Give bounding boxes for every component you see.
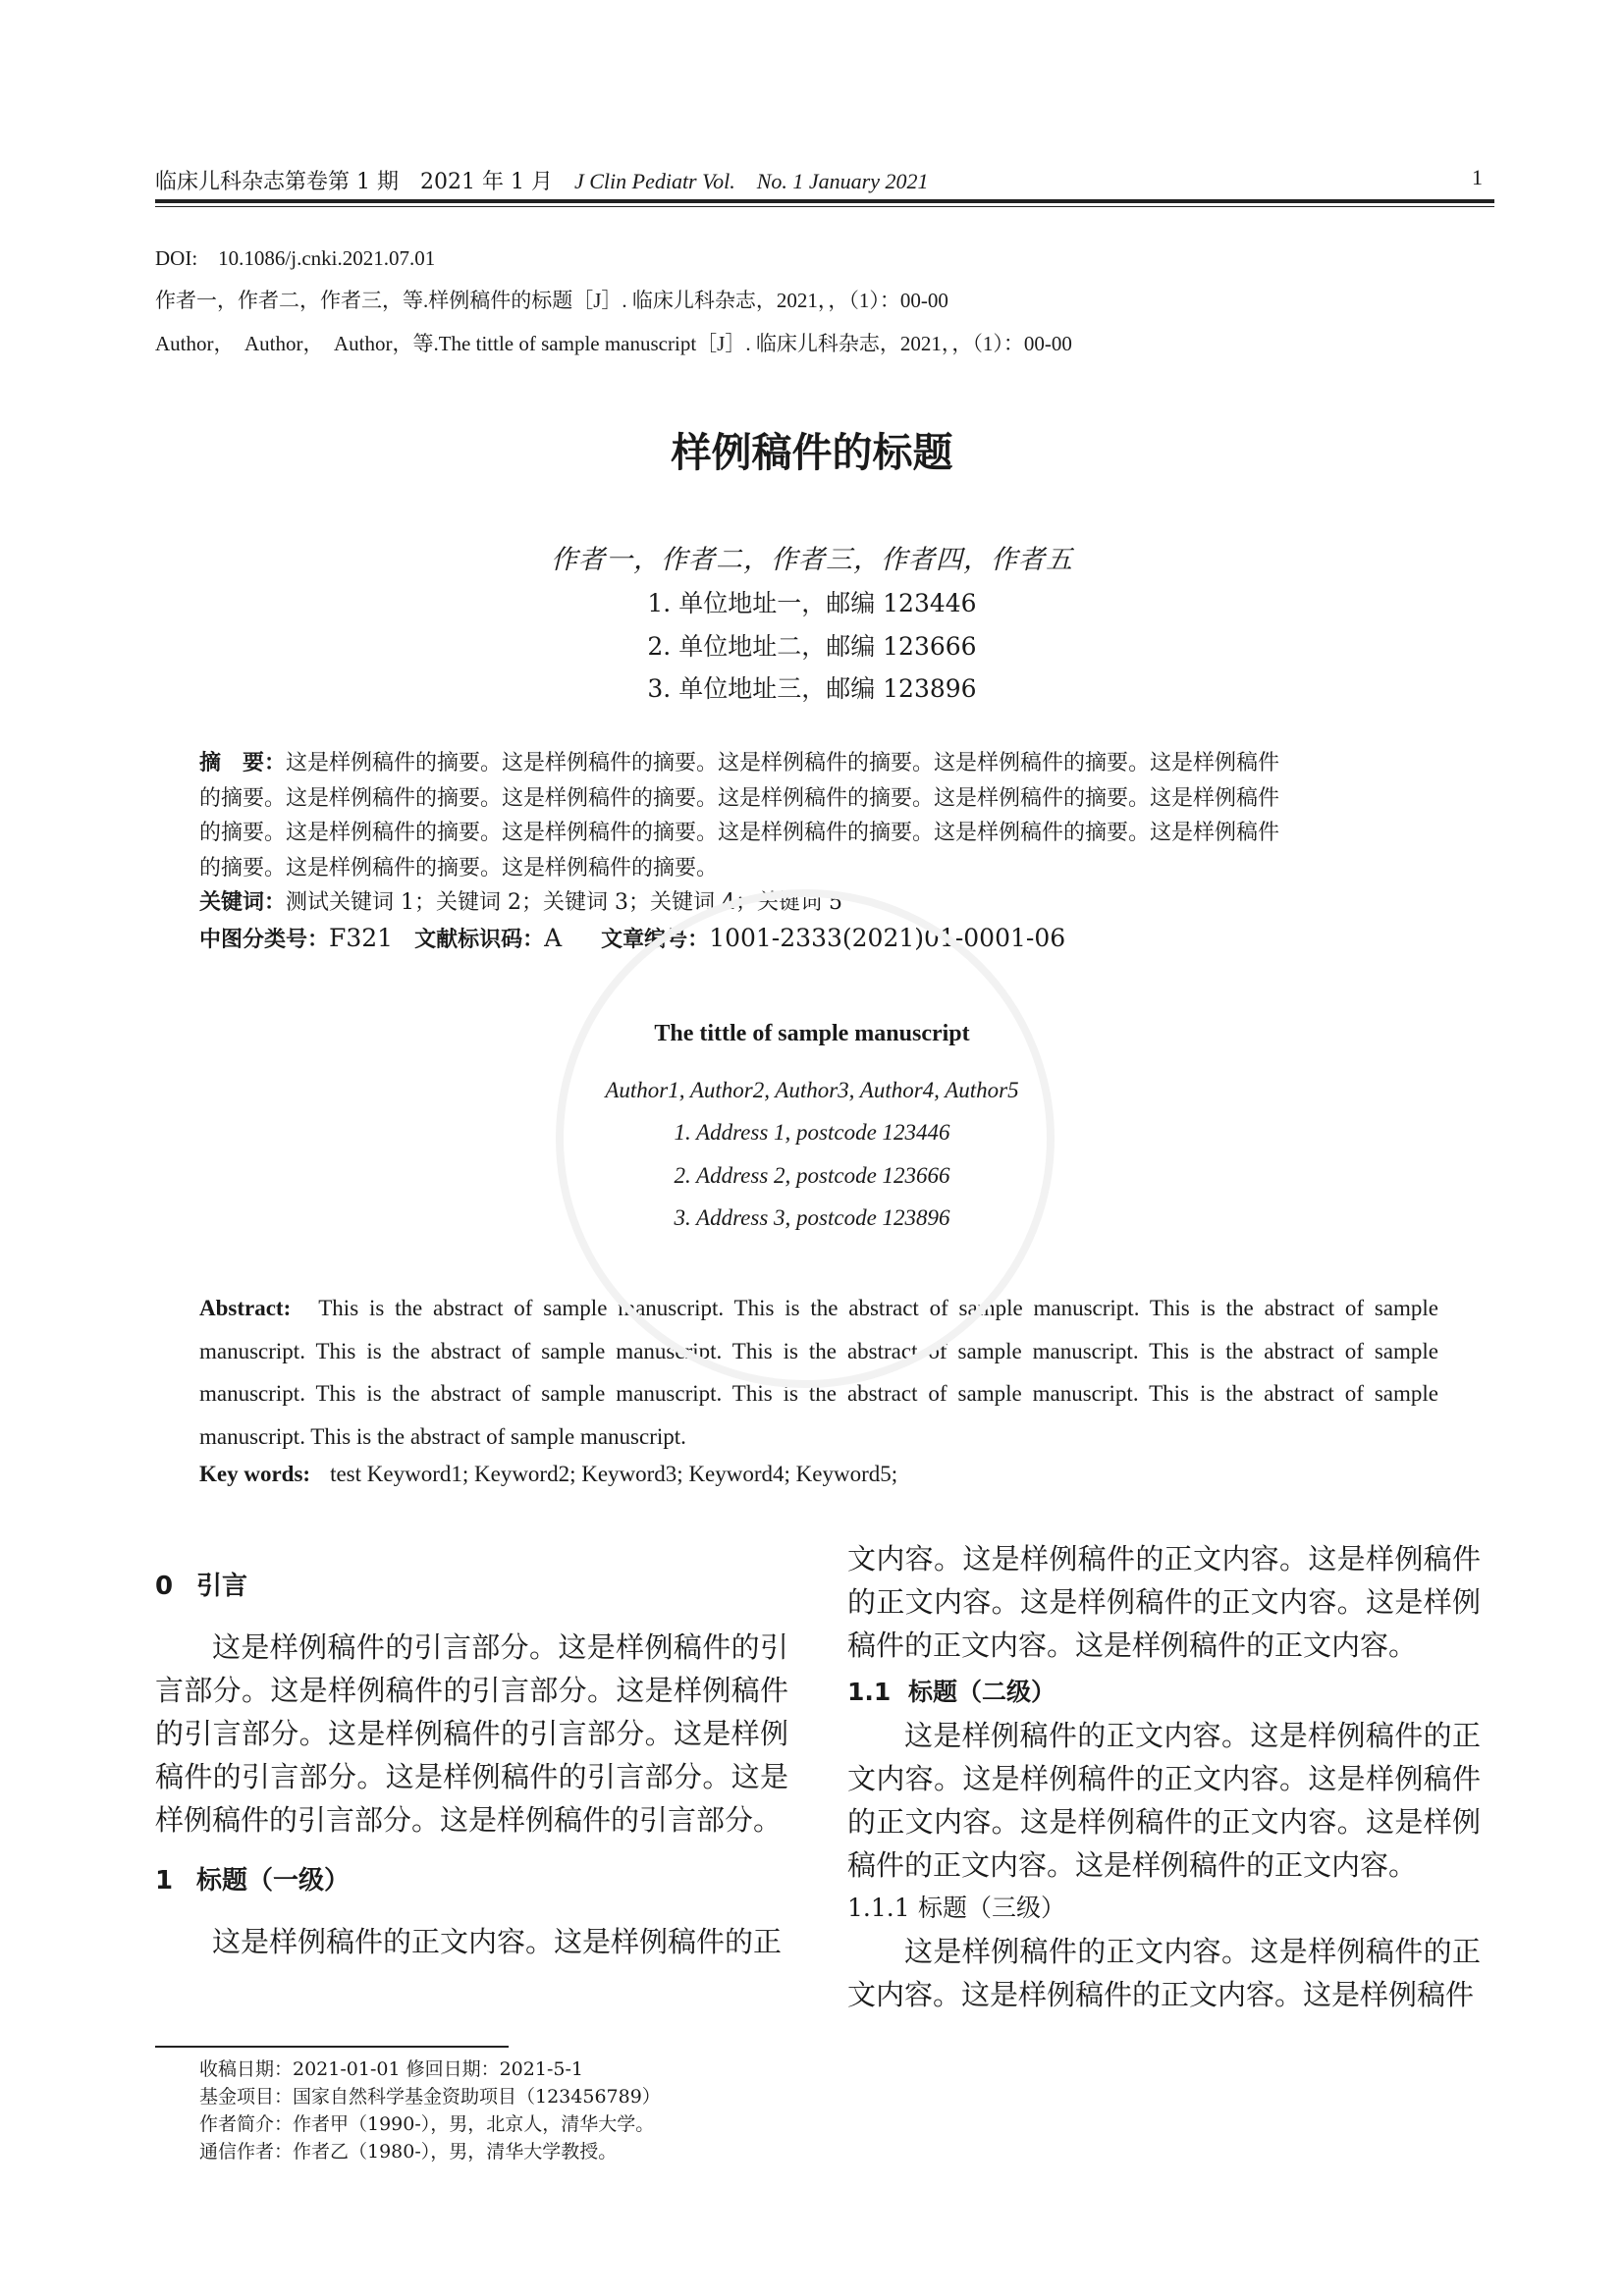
affiliation-en-3: 3. Address 3, postcode 123896: [674, 1205, 950, 1230]
keywords-en-label: Key words:: [199, 1462, 311, 1486]
abstract-en-text: This is the abstract of sample manuscript. This is the abstract of sample manuscript. This is the abstract of sample manuscript. This is the abstract of sample manuscript. This is the abstract of sample manuscript. This is the abstract of sample manuscript. This is the abstract of sample manuscript. This is the abstract of sample manuscript. This is the abstract of sample manuscript. This is the abstract of sample manuscript.: [199, 1296, 1438, 1449]
abstract-cn-line: 的摘要。这是样例稿件的摘要。这是样例稿件的摘要。这是样例稿件的摘要。这是样例稿件的摘要。这是样例稿件: [199, 821, 1280, 845]
section-title: 引言: [196, 1572, 248, 1601]
footnotes: [199, 2056, 661, 2165]
body-left-column: [155, 1565, 788, 1963]
doc-code-value: A: [544, 923, 563, 952]
affiliation-cn-3: 3. 单位地址三，邮编 123896: [647, 674, 977, 703]
section-1-1-paragraph: 这是样例稿件的正文内容。这是样例稿件的正文内容。这是样例稿件的正文内容。这是样例稿件的正文内容。这是样例稿件的正文内容。这是样例稿件的正文内容。这是样例稿件的正文内容。: [847, 1719, 1481, 1882]
clc-value: F321: [329, 923, 394, 952]
footnote-rule: [155, 2046, 509, 2048]
journal-header-en: J Clin Pediatr Vol. No. 1 January 2021: [573, 169, 929, 193]
keywords-cn-label: 关键词：: [199, 890, 287, 915]
section-1-paragraph-cont: 文内容。这是样例稿件的正文内容。这是样例稿件的正文内容。这是样例稿件的正文内容。这是样例稿件的正文内容。这是样例稿件的正文内容。: [847, 1542, 1481, 1662]
section-number: 1: [155, 1866, 174, 1896]
doi-line: DOI: 10.1086/j.cnki.2021.07.01: [155, 246, 436, 270]
abstract-cn-line: 的摘要。这是样例稿件的摘要。这是样例稿件的摘要。这是样例稿件的摘要。这是样例稿件的摘要。这是样例稿件: [199, 785, 1280, 811]
article-no-label: 文章编号：: [601, 927, 710, 952]
header-rule: [155, 199, 1494, 207]
section-1-1-1-paragraph: 这是样例稿件的正文内容。这是样例稿件的正文内容。这是样例稿件的正文内容。这是样例稿件: [847, 1935, 1481, 2011]
section-number: 1.1: [847, 1678, 892, 1706]
abstract-en-label: Abstract:: [199, 1296, 292, 1320]
intro-paragraph: 这是样例稿件的引言部分。这是样例稿件的引言部分。这是样例稿件的引言部分。这是样例稿件的引言部分。这是样例稿件的引言部分。这是样例稿件的引言部分。这是样例稿件的引言部分。这是样例稿件的引言部分。这是样例稿件的引言部分。: [155, 1630, 788, 1837]
section-heading-1: [155, 1859, 788, 1902]
running-header: [155, 165, 1483, 198]
doc-code-label: 文献标识码：: [414, 927, 545, 952]
abstract-cn-line: 的摘要。这是样例稿件的摘要。这是样例稿件的摘要。: [199, 855, 719, 881]
section-number: 0: [155, 1572, 174, 1601]
section-heading-1-1-1: [847, 1887, 1481, 1930]
section-1-paragraph: 这是样例稿件的正文内容。这是样例稿件的正: [212, 1925, 783, 1958]
page-number: 1: [1472, 165, 1483, 189]
affiliation-en-1: 1. Address 1, postcode 123446: [674, 1120, 950, 1145]
authors-cn: 作者一，作者二，作者三，作者四，作者五: [551, 545, 1073, 575]
keywords-en-text: test Keyword1; Keyword2; Keyword3; Keyword4; Keyword5;: [330, 1462, 898, 1486]
affiliation-en-2: 2. Address 2, postcode 123666: [674, 1163, 950, 1188]
footnote-received: 收稿日期：2021-01-01 修回日期：2021-5-1: [199, 2058, 583, 2080]
section-number: 1.1.1: [847, 1894, 910, 1922]
abstract-cn-label: 摘 要：: [199, 751, 287, 775]
authors-en: Author1, Author2, Author3, Author4, Author5: [605, 1078, 1019, 1102]
abstract-cn-line: 这是样例稿件的摘要。这是样例稿件的摘要。这是样例稿件的摘要。这是样例稿件的摘要。这是样例稿件: [286, 751, 1280, 775]
section-heading-0: [155, 1565, 788, 1608]
footnote-corresponding: 通信作者：作者乙（1980-），男，清华大学教授。: [199, 2141, 618, 2163]
citation-cn: 作者一，作者二，作者三，等.样例稿件的标题［J］. 临床儿科杂志，2021，，（1）：00-00: [155, 289, 948, 312]
keywords-cn: 测试关键词 1；关键词 2；关键词 3；关键词 4；关键词 5: [286, 890, 842, 915]
journal-header-cn: 临床儿科杂志第卷第 1 期 2021 年 1 月: [155, 170, 553, 194]
article-no-value: 1001-2333(2021)01-0001-06: [709, 923, 1066, 952]
citation-en: Author， Author， Author，等.The tittle of sample manuscript［J］. 临床儿科杂志，2021，，（1）：00-00: [155, 332, 1072, 355]
affiliation-cn-2: 2. 单位地址二，邮编 123666: [647, 632, 977, 661]
footnote-author-bio: 作者简介：作者甲（1990-），男，北京人，清华大学。: [199, 2113, 655, 2135]
journal-header: [155, 165, 929, 195]
body-right-column: [847, 1537, 1481, 2016]
section-title: 标题（二级）: [908, 1678, 1056, 1706]
footnote-fund: 基金项目：国家自然科学基金资助项目（123456789）: [199, 2086, 661, 2108]
section-title: 标题（一级）: [196, 1866, 351, 1896]
watermark: [530, 864, 1080, 1414]
keywords-en: [199, 1462, 897, 1487]
clc-label: 中图分类号：: [199, 927, 330, 952]
section-title: 标题（三级）: [918, 1894, 1066, 1922]
paper-title-cn: 样例稿件的标题: [671, 429, 953, 476]
affiliation-cn-1: 1. 单位地址一，邮编 123446: [647, 589, 977, 617]
section-heading-1-1: [847, 1671, 1481, 1714]
paper-title-en: The tittle of sample manuscript: [654, 1021, 970, 1046]
